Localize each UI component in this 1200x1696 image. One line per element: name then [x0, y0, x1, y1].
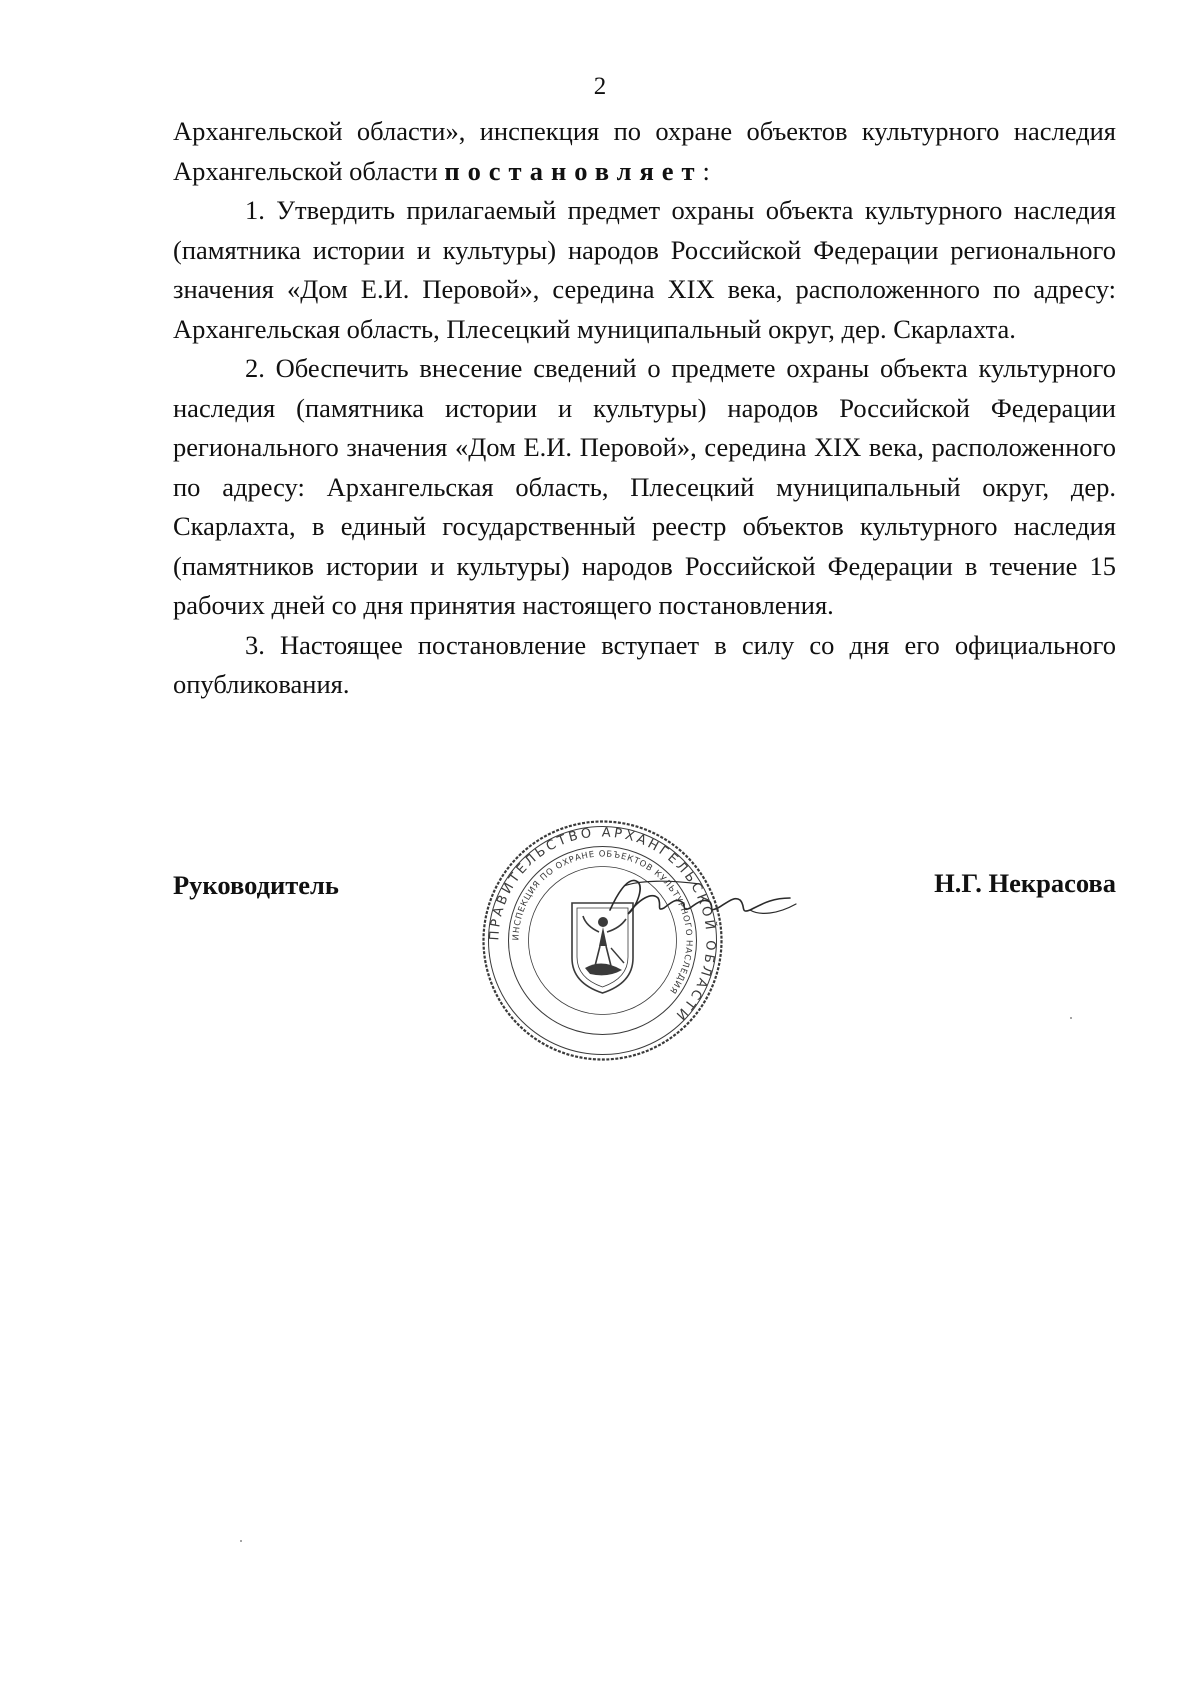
- intro-text: Архангельской области», инспекция по охране объектов культурного наследия Архангельской области: [173, 116, 1116, 186]
- scan-speck: [240, 1540, 242, 1542]
- scan-speck: [1070, 1017, 1072, 1019]
- item-2: 2. Обеспечить внесение сведений о предмете охраны объекта культурного наследия (памятника истории и культуры) народов Российской Федерации регионального значения «Дом Е.И. Перовой», середина XIX века, расположенного по адресу: Архангельская область, Плесецкий муниципальный округ, дер. Скарлахта, в единый государственный реестр объектов культурного наследия (памятников истории и культуры) народов Российской Федерации в течение 15 рабочих дней со дня принятия настоящего постановления.: [173, 353, 1116, 620]
- seal-outer-text: ПРАВИТЕЛЬСТВО АРХАНГЕЛЬСКОЙ ОБЛАСТИ: [487, 825, 718, 1025]
- intro-paragraph: [173, 112, 1116, 191]
- seal-inner-text: ИНСПЕКЦИЯ ПО ОХРАНЕ ОБЪЕКТОВ КУЛЬТУРНОГО НАСЛЕДИЯ: [511, 849, 694, 996]
- official-seal-icon: [480, 818, 725, 1063]
- page-number: 2: [593, 73, 607, 100]
- item-3: 3. Настоящее постановление вступает в силу со дня его официального опубликования.: [173, 629, 1116, 699]
- decree-word: постановляет: [444, 155, 703, 186]
- handwritten-signature-icon: [600, 868, 800, 928]
- signatory-position: Руководитель: [173, 870, 339, 900]
- item-1: 1. Утвердить прилагаемый предмет охраны объекта культурного наследия (памятника истории и культуры) народов Российской Федерации регионального значения «Дом Е.И. Перовой», середина XIX века, расположенного по адресу: Архангельская область, Плесецкий муниципальный округ, дер. Скарлахта.: [173, 195, 1116, 344]
- intro-colon: :: [702, 155, 710, 186]
- document-body: [173, 112, 1116, 705]
- signatory-name: Н.Г. Некрасова: [934, 868, 1116, 898]
